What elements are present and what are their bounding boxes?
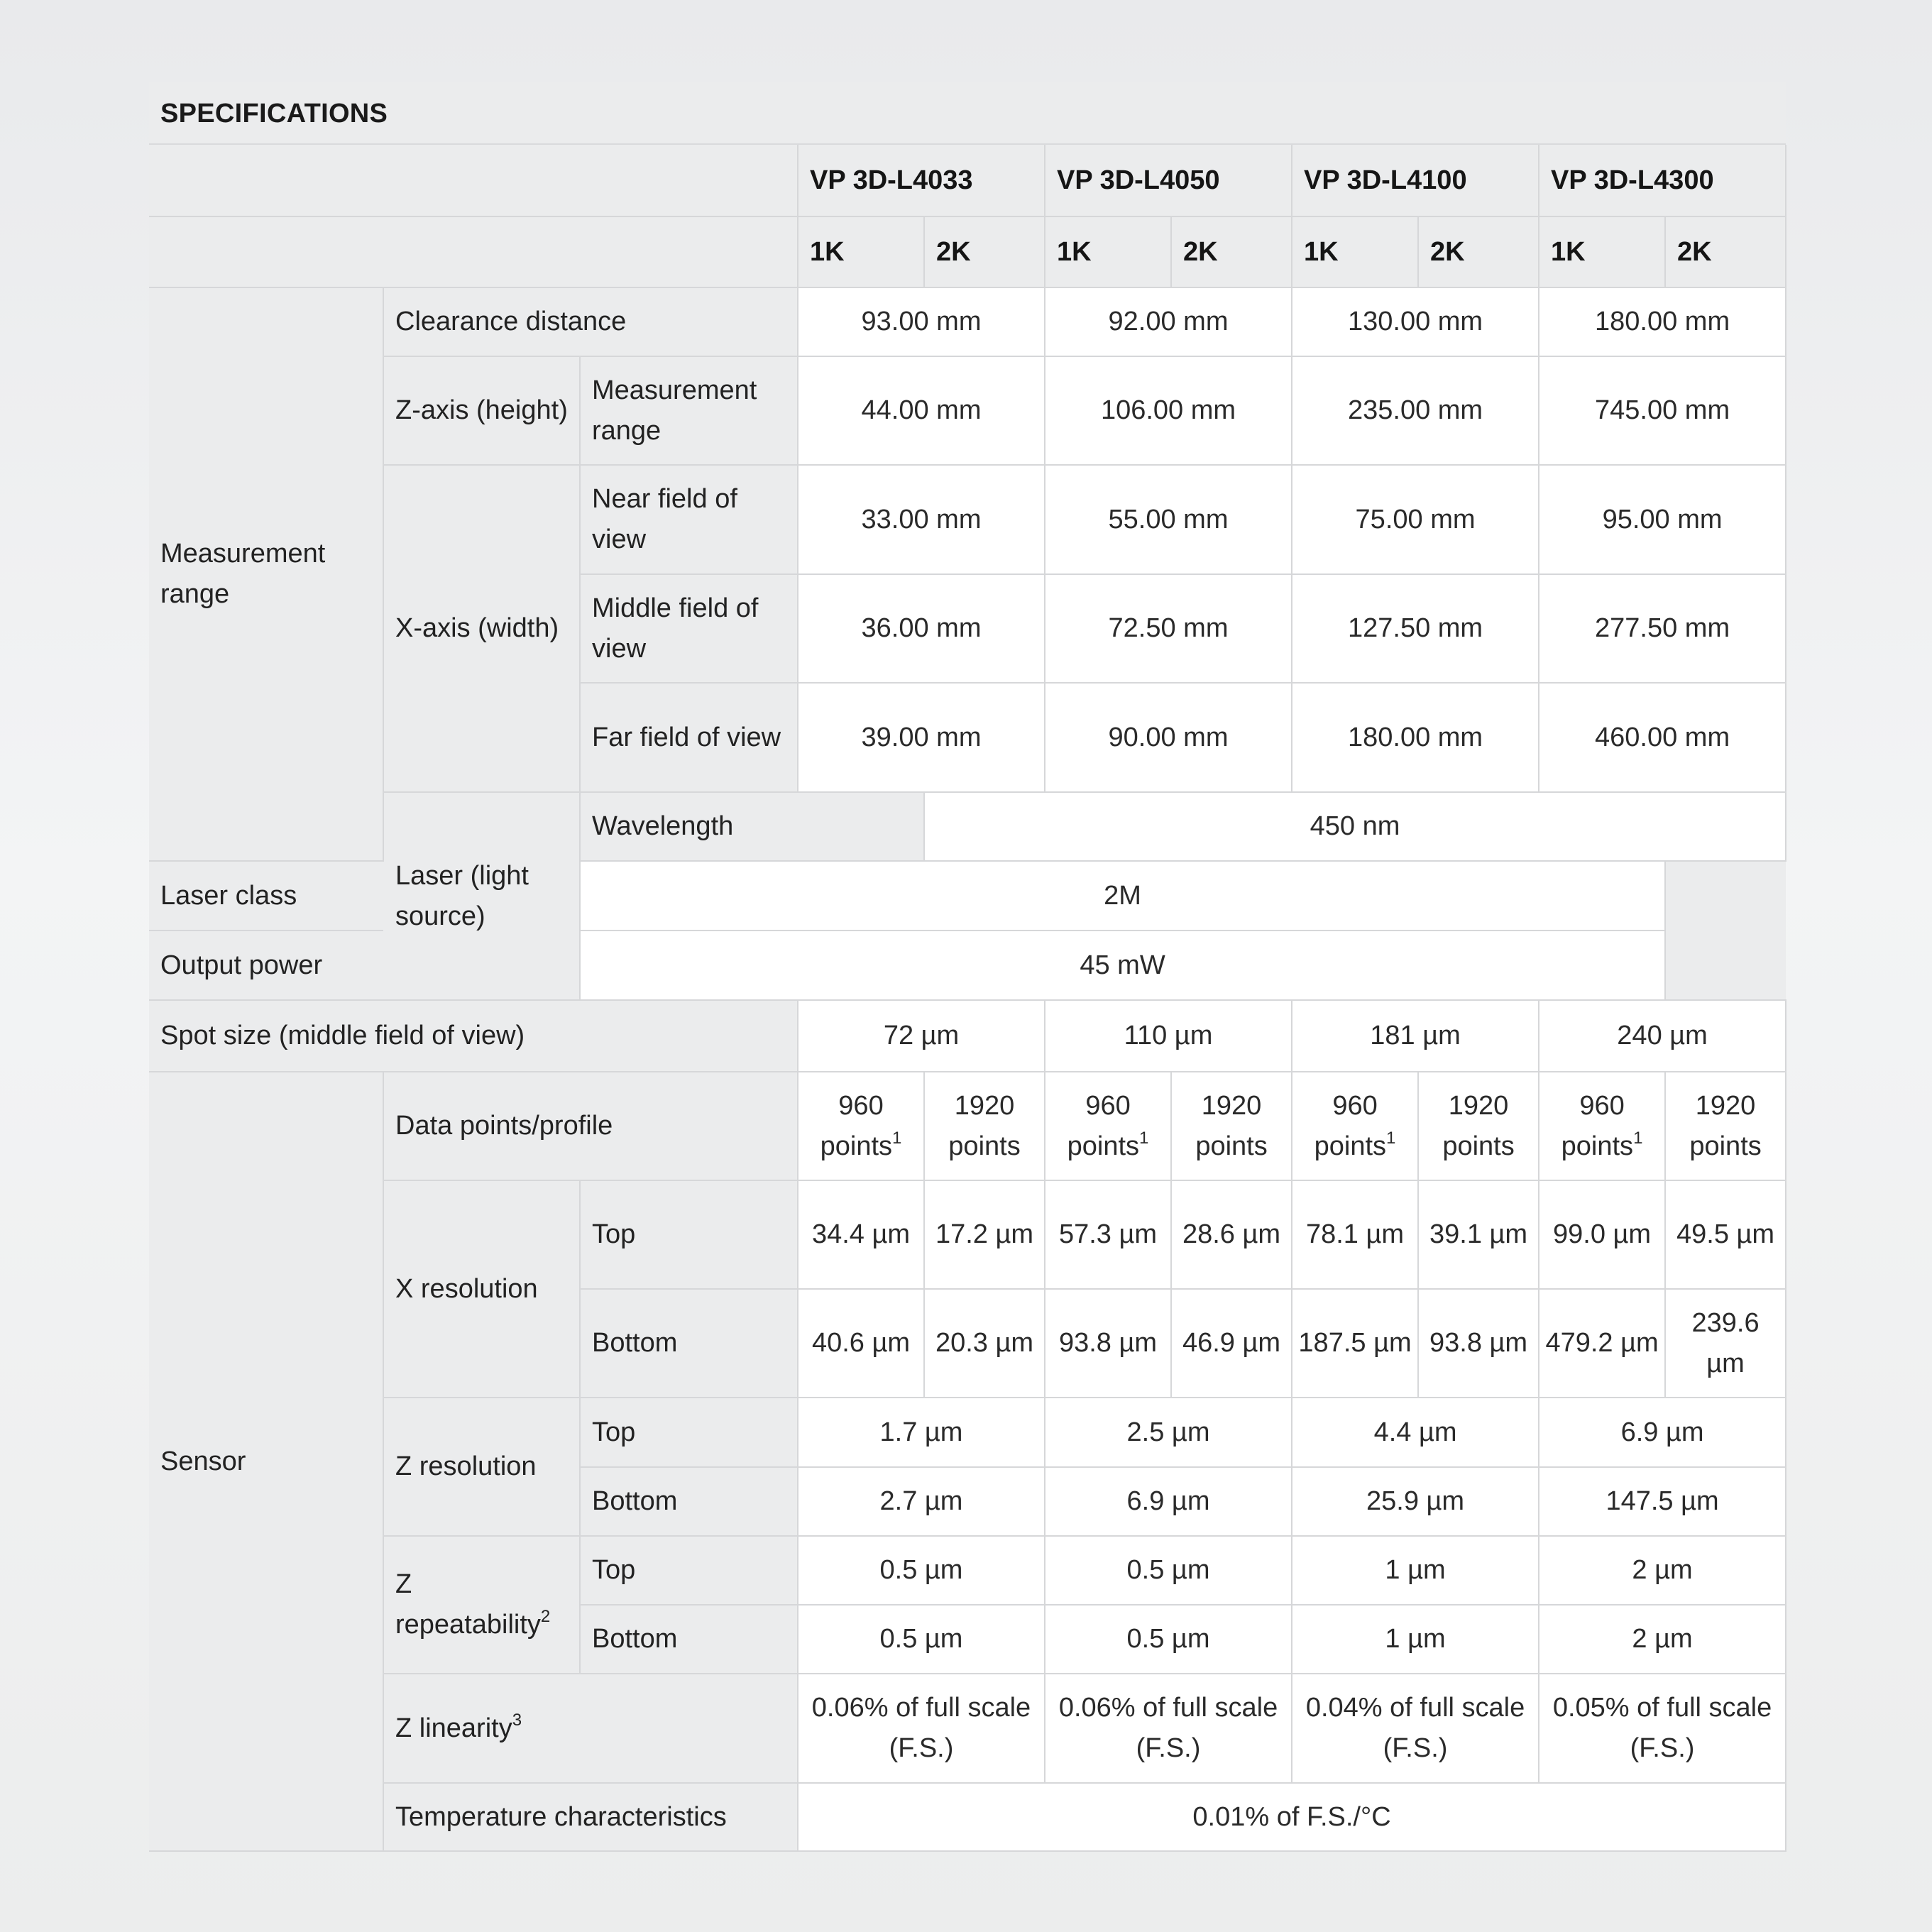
row-sublabel: Top xyxy=(580,1398,798,1467)
value-cell: 75.00 mm xyxy=(1292,465,1539,574)
value-cell: 44.00 mm xyxy=(798,356,1045,465)
value-cell: 33.00 mm xyxy=(798,465,1045,574)
value-cell: 95.00 mm xyxy=(1539,465,1786,574)
value-cell: 1 µm xyxy=(1292,1536,1539,1605)
value-cell: 72.50 mm xyxy=(1045,574,1292,683)
row-label: Z resolution xyxy=(383,1398,580,1536)
page-title: SPECIFICATIONS xyxy=(149,82,1786,145)
value-cell: 2M xyxy=(580,861,1665,931)
value-cell: 1.7 µm xyxy=(798,1398,1045,1467)
value-cell: 49.5 µm xyxy=(1665,1180,1786,1289)
value-cell: 2.7 µm xyxy=(798,1467,1045,1536)
value-cell: 187.5 µm xyxy=(1292,1289,1418,1398)
value-cell: 34.4 µm xyxy=(798,1180,924,1289)
row-label: Z-axis (height) xyxy=(383,356,580,465)
value-cell: 92.00 mm xyxy=(1045,287,1292,356)
row-label: X-axis (width) xyxy=(383,465,580,792)
row-label: Clearance distance xyxy=(383,287,798,356)
table-row xyxy=(149,1180,1786,1289)
row-sublabel: Measurement range xyxy=(580,356,798,465)
value-cell: 28.6 µm xyxy=(1171,1180,1292,1289)
table-row xyxy=(149,1000,1786,1072)
value-cell: 235.00 mm xyxy=(1292,356,1539,465)
value-cell: 960 points$^1$ xyxy=(1292,1072,1418,1180)
table-row xyxy=(149,1783,1786,1851)
res-header: 1K xyxy=(1539,216,1665,287)
value-cell: 0.06% of full scale (F.S.) xyxy=(798,1674,1045,1783)
row-sublabel: Bottom xyxy=(580,1467,798,1536)
value-cell: 106.00 mm xyxy=(1045,356,1292,465)
group-label: Laser (light source) xyxy=(383,792,580,1000)
value-cell: 93.00 mm xyxy=(798,287,1045,356)
table-row xyxy=(149,1536,1786,1605)
row-label: Output power xyxy=(149,931,580,1000)
value-cell: 1920 points xyxy=(1418,1072,1539,1180)
model-header: VP 3D-L4050 xyxy=(1045,145,1292,216)
specifications-table xyxy=(149,145,1786,1852)
value-cell: 1920 points xyxy=(924,1072,1045,1180)
value-cell: 39.1 µm xyxy=(1418,1180,1539,1289)
res-header: 2K xyxy=(1665,216,1786,287)
row-sublabel: Far field of view xyxy=(580,683,798,792)
group-label: Sensor xyxy=(149,1072,383,1851)
value-cell: 0.04% of full scale (F.S.) xyxy=(1292,1674,1539,1783)
value-cell: 277.50 mm xyxy=(1539,574,1786,683)
value-cell: 25.9 µm xyxy=(1292,1467,1539,1536)
table-row xyxy=(149,287,1786,356)
specifications-panel xyxy=(149,82,1786,1845)
value-cell: 93.8 µm xyxy=(1045,1289,1171,1398)
value-cell: 72 µm xyxy=(798,1000,1045,1072)
table-row xyxy=(149,1674,1786,1783)
row-sublabel: Top xyxy=(580,1536,798,1605)
resolution-header-row xyxy=(149,216,1786,287)
value-cell: 36.00 mm xyxy=(798,574,1045,683)
value-cell: 55.00 mm xyxy=(1045,465,1292,574)
value-cell: 2 µm xyxy=(1539,1605,1786,1674)
row-label: Z repeatability$^2$ xyxy=(383,1536,580,1674)
value-cell: 180.00 mm xyxy=(1539,287,1786,356)
value-cell: 40.6 µm xyxy=(798,1289,924,1398)
value-cell: 239.6 µm xyxy=(1665,1289,1786,1398)
value-cell: 110 µm xyxy=(1045,1000,1292,1072)
value-cell: 20.3 µm xyxy=(924,1289,1045,1398)
row-label: Temperature characteristics xyxy=(383,1783,798,1851)
res-header: 1K xyxy=(1045,216,1171,287)
table-row xyxy=(149,861,1786,931)
model-header: VP 3D-L4300 xyxy=(1539,145,1786,216)
value-cell: 0.01% of F.S./°C xyxy=(798,1783,1786,1851)
value-cell: 0.06% of full scale (F.S.) xyxy=(1045,1674,1292,1783)
res-header: 2K xyxy=(1418,216,1539,287)
row-sublabel: Near field of view xyxy=(580,465,798,574)
value-cell: 460.00 mm xyxy=(1539,683,1786,792)
row-label: Spot size (middle field of view) xyxy=(149,1000,798,1072)
value-cell: 1920 points xyxy=(1171,1072,1292,1180)
value-cell: 39.00 mm xyxy=(798,683,1045,792)
table-row xyxy=(149,465,1786,574)
value-cell: 0.5 µm xyxy=(1045,1605,1292,1674)
value-cell: 450 nm xyxy=(924,792,1786,861)
value-cell: 57.3 µm xyxy=(1045,1180,1171,1289)
value-cell: 90.00 mm xyxy=(1045,683,1292,792)
value-cell: 45 mW xyxy=(580,931,1665,1000)
value-cell: 17.2 µm xyxy=(924,1180,1045,1289)
row-sublabel: Top xyxy=(580,1180,798,1289)
value-cell: 240 µm xyxy=(1539,1000,1786,1072)
row-label: Wavelength xyxy=(580,792,924,861)
value-cell: 93.8 µm xyxy=(1418,1289,1539,1398)
row-label: Data points/profile xyxy=(383,1072,798,1180)
value-cell: 960 points$^1$ xyxy=(1045,1072,1171,1180)
value-cell: 1920 points xyxy=(1665,1072,1786,1180)
value-cell: 0.5 µm xyxy=(798,1605,1045,1674)
table-row xyxy=(149,931,1786,1000)
table-row xyxy=(149,1398,1786,1467)
res-header: 1K xyxy=(798,216,924,287)
table-row xyxy=(149,792,1786,861)
row-label: X resolution xyxy=(383,1180,580,1398)
row-sublabel: Bottom xyxy=(580,1605,798,1674)
model-header: VP 3D-L4033 xyxy=(798,145,1045,216)
value-cell: 479.2 µm xyxy=(1539,1289,1665,1398)
model-header-row xyxy=(149,145,1786,216)
header-blank xyxy=(149,145,798,216)
value-cell: 960 points$^1$ xyxy=(1539,1072,1665,1180)
value-cell: 78.1 µm xyxy=(1292,1180,1418,1289)
value-cell: 1 µm xyxy=(1292,1605,1539,1674)
row-label: Z linearity$^3$ xyxy=(383,1674,798,1783)
value-cell: 0.5 µm xyxy=(798,1536,1045,1605)
group-label: Measurement range xyxy=(149,287,383,861)
res-header: 1K xyxy=(1292,216,1418,287)
value-cell: 960 points$^1$ xyxy=(798,1072,924,1180)
value-cell: 130.00 mm xyxy=(1292,287,1539,356)
value-cell: 99.0 µm xyxy=(1539,1180,1665,1289)
model-header: VP 3D-L4100 xyxy=(1292,145,1539,216)
value-cell: 6.9 µm xyxy=(1539,1398,1786,1467)
row-sublabel: Bottom xyxy=(580,1289,798,1398)
value-cell: 0.05% of full scale (F.S.) xyxy=(1539,1674,1786,1783)
value-cell: 181 µm xyxy=(1292,1000,1539,1072)
table-row xyxy=(149,356,1786,465)
value-cell: 180.00 mm xyxy=(1292,683,1539,792)
value-cell: 2 µm xyxy=(1539,1536,1786,1605)
value-cell: 46.9 µm xyxy=(1171,1289,1292,1398)
value-cell: 745.00 mm xyxy=(1539,356,1786,465)
row-label: Laser class xyxy=(149,861,580,931)
header-blank xyxy=(149,216,798,287)
value-cell: 2.5 µm xyxy=(1045,1398,1292,1467)
value-cell: 4.4 µm xyxy=(1292,1398,1539,1467)
res-header: 2K xyxy=(924,216,1045,287)
res-header: 2K xyxy=(1171,216,1292,287)
value-cell: 147.5 µm xyxy=(1539,1467,1786,1536)
table-row xyxy=(149,1072,1786,1180)
value-cell: 127.50 mm xyxy=(1292,574,1539,683)
value-cell: 0.5 µm xyxy=(1045,1536,1292,1605)
row-sublabel: Middle field of view xyxy=(580,574,798,683)
value-cell: 6.9 µm xyxy=(1045,1467,1292,1536)
